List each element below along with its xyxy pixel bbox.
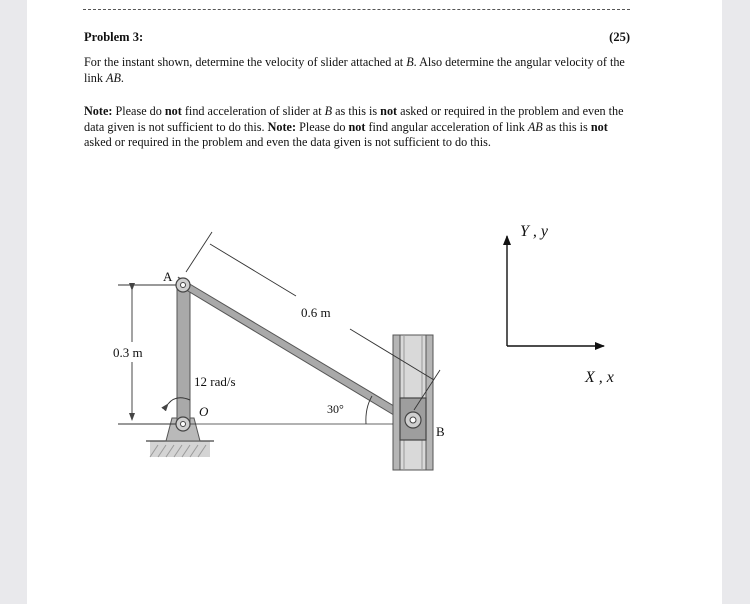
link-AB: [178, 277, 417, 429]
label-height: 0.3 m: [113, 345, 143, 360]
problem-statement: For the instant shown, determine the velocity of slider attached at B. Also determine the angular velocity of the link AB.: [84, 55, 625, 85]
link-OA: [177, 284, 190, 426]
problem-marks: (25): [609, 30, 630, 44]
coordinate-axes: [507, 236, 604, 346]
problem-title: Problem 3:: [84, 30, 144, 44]
label-length: 0.6 m: [301, 305, 331, 320]
label-angle: 30°: [327, 402, 344, 416]
axis-label-Y: Y , y: [520, 223, 548, 240]
pin-A: [176, 278, 190, 292]
pin-O: [176, 417, 190, 431]
label-point-A: A: [163, 269, 173, 284]
pin-B: [405, 412, 421, 428]
label-point-O: O: [199, 404, 209, 419]
label-point-B: B: [436, 424, 445, 439]
label-omega: 12 rad/s: [194, 374, 236, 389]
problem-note: Note: Please do not find acceleration of slider at B as this is not asked or required in the problem and even the data given is not sufficient to do this. Note: Please do not find angular acceleration of link AB as this is not asked or required in the problem and even the data given is not sufficient to do this.: [84, 104, 624, 149]
axis-label-X: X , x: [585, 369, 614, 386]
